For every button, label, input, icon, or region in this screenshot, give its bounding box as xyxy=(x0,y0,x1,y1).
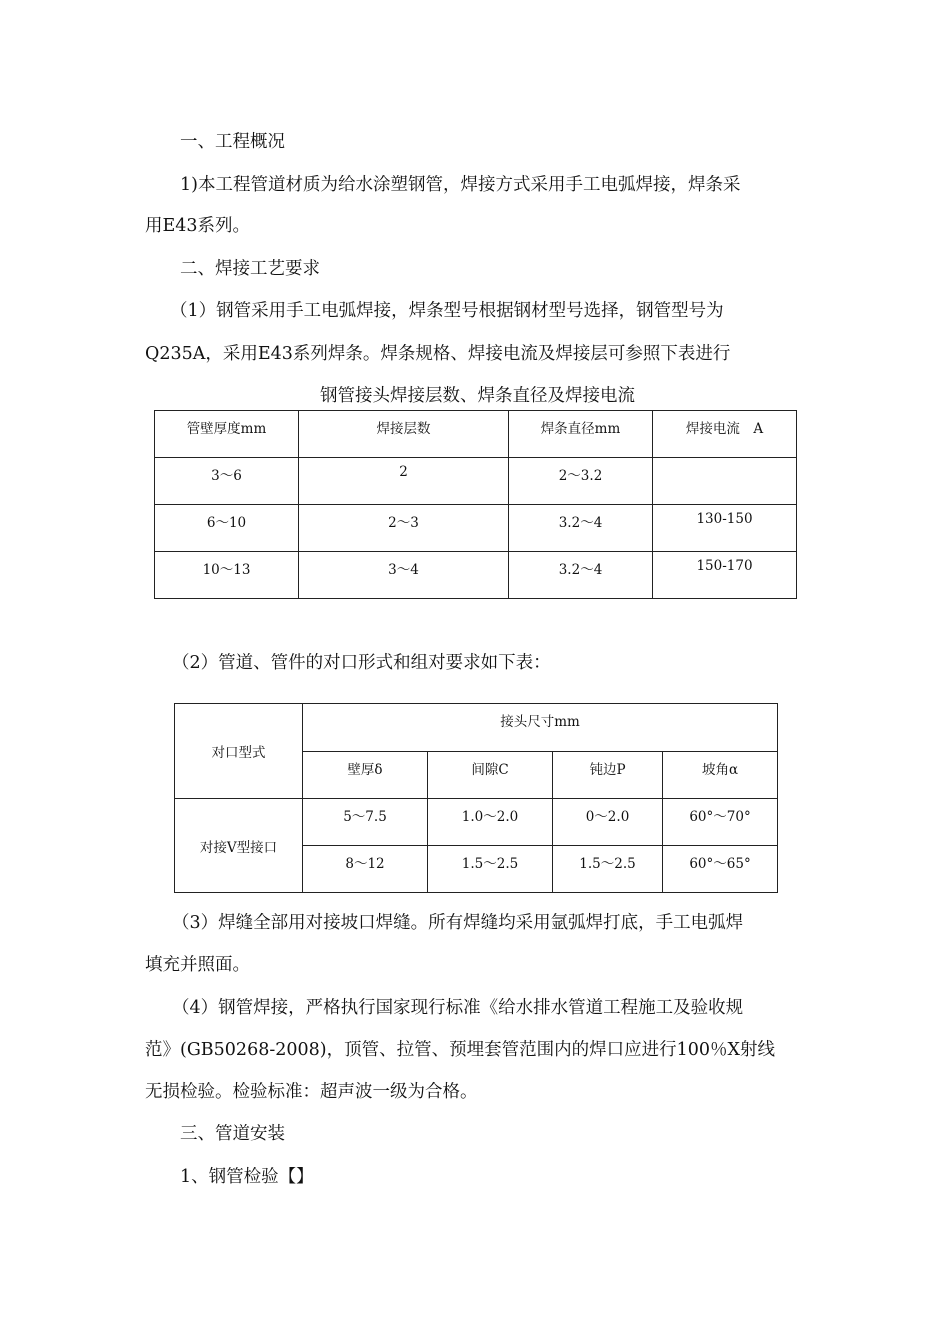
table-header-cell: 焊条直径mm xyxy=(509,411,653,458)
table-cell-joint-type: 对接V型接口 xyxy=(175,799,303,893)
heading-project-overview: 一、工程概况 xyxy=(180,132,285,152)
table-cell: 1.5～2.5 xyxy=(428,846,553,893)
table-header-cell: 壁厚δ xyxy=(303,752,428,799)
table-cell: 3～4 xyxy=(299,552,509,599)
table-header-row xyxy=(175,704,778,752)
table-header-cell: 焊接电流 A xyxy=(653,411,797,458)
table-cell xyxy=(653,458,797,505)
paragraph-2-line-2: Q235A，采用E43系列焊条。焊条规格、焊接电流及焊接层可参照下表进行 xyxy=(145,344,731,364)
table-group-header: 接头尺寸mm xyxy=(303,704,778,752)
table-header-row xyxy=(155,411,797,458)
table-row xyxy=(155,552,797,599)
table-header-cell: 坡角α xyxy=(663,752,778,799)
table-cell: 1.0～2.0 xyxy=(428,799,553,846)
table-cell: 0～2.0 xyxy=(553,799,663,846)
table1-caption: 钢管接头焊接层数、焊条直径及焊接电流 xyxy=(320,386,635,406)
table-cell: 150-170 xyxy=(653,552,797,599)
table-cell: 8～12 xyxy=(303,846,428,893)
table-row xyxy=(155,458,797,505)
table-cell: 5～7.5 xyxy=(303,799,428,846)
table-header-cell: 钝边P xyxy=(553,752,663,799)
paragraph-4-line-2: 填充并照面。 xyxy=(145,955,250,975)
paragraph-5-line-1: （4）钢管焊接，严格执行国家现行标准《给水排水管道工程施工及验收规 xyxy=(172,998,744,1018)
table-row-header: 对口型式 xyxy=(175,704,303,799)
paragraph-5-line-3: 无损检验。检验标准：超声波一级为合格。 xyxy=(145,1082,478,1102)
table-cell: 60°～65° xyxy=(663,846,778,893)
paragraph-1-line-1: 1)本工程管道材质为给水涂塑钢管，焊接方式采用手工电弧焊接，焊条采 xyxy=(180,175,741,195)
table-cell: 1.5～2.5 xyxy=(553,846,663,893)
heading-welding-requirements: 二、焊接工艺要求 xyxy=(180,259,320,279)
table-header-cell: 管壁厚度mm xyxy=(155,411,299,458)
table-cell: 6～10 xyxy=(155,505,299,552)
table-cell: 2 xyxy=(299,458,509,505)
table-cell: 10～13 xyxy=(155,552,299,599)
paragraph-6: 1、钢管检验【】 xyxy=(180,1167,314,1187)
paragraph-1-line-2: 用E43系列。 xyxy=(145,216,251,236)
welding-parameters-table xyxy=(154,410,797,599)
table-cell: 2～3 xyxy=(299,505,509,552)
paragraph-3: （2）管道、管件的对口形式和组对要求如下表： xyxy=(172,653,551,673)
heading-pipe-installation: 三、管道安装 xyxy=(180,1124,285,1144)
table-cell: 130-150 xyxy=(653,505,797,552)
paragraph-5-line-2: 范》(GB50268-2008)，顶管、拉管、预埋套管范围内的焊口应进行100％X射线 xyxy=(145,1040,775,1060)
table-header-cell: 间隙C xyxy=(428,752,553,799)
paragraph-2-line-1: （1）钢管采用手工电弧焊接，焊条型号根据钢材型号选择，钢管型号为 xyxy=(170,301,724,321)
table-cell: 3～6 xyxy=(155,458,299,505)
table-cell: 3.2～4 xyxy=(509,552,653,599)
table-header-cell: 焊接层数 xyxy=(299,411,509,458)
table-cell: 3.2～4 xyxy=(509,505,653,552)
joint-form-table xyxy=(174,703,778,893)
paragraph-4-line-1: （3）焊缝全部用对接坡口焊缝。所有焊缝均采用氩弧焊打底，手工电弧焊 xyxy=(172,913,744,933)
table-cell: 60°～70° xyxy=(663,799,778,846)
table-row xyxy=(155,505,797,552)
table-cell: 2～3.2 xyxy=(509,458,653,505)
table-row xyxy=(175,799,778,846)
